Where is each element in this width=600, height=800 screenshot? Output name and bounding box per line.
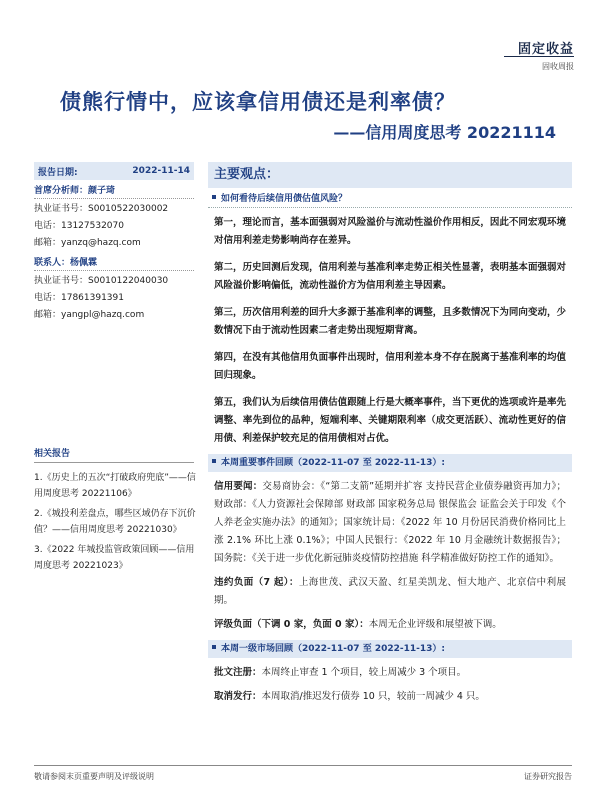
contact-name: 联系人：杨佩霖	[34, 256, 194, 271]
related-report-link[interactable]: 1.《历史上的五次“打破政府兜底”——信用周度思考 20221106》	[34, 473, 196, 499]
report-type-label: 固收周报	[542, 62, 574, 71]
contact-phone: 电话：17861391391	[34, 293, 124, 303]
footer-divider	[34, 765, 572, 766]
footer-label: 证券研究报告	[524, 772, 572, 781]
related-report-link[interactable]: 2.《城投利差盘点，哪些区域仍存下沉价值？——信用周度思考 20221030》	[34, 509, 196, 535]
analyst-phone: 电话：13127532070	[34, 221, 124, 231]
analyst-cert: 执业证书号：S0010522030002	[34, 204, 169, 214]
section-title: 本周重要事件回顾（2022-11-07 至 2022-11-13）:	[221, 458, 446, 468]
related-reports-list	[34, 470, 196, 578]
event-paragraph: 违约负面（7 起）：上海世茂、武汉天盈、红星美凯龙、恒大地产、北京信中利展期。	[214, 577, 566, 606]
section-title: 本周一级市场回顾（2022-11-07 至 2022-11-13）:	[221, 644, 446, 654]
point-paragraph: 第四，在没有其他信用负面事件出现时，信用利差本身不存在脱离于基准利率的均值回归现象。	[214, 352, 566, 381]
bullet-icon	[212, 459, 216, 463]
header-category	[518, 38, 574, 57]
related-reports-title: 相关报告	[34, 449, 71, 459]
main-content	[208, 162, 572, 706]
analyst-name: 首席分析师：颜子琦	[34, 184, 194, 199]
event-paragraph: 信用要闻：交易商协会：《“第二支箭”延期并扩容 支持民营企业债券融资再加力》；财政部：《人力资源社会保障部 财政部 国家税务总局 银保监会 证监会关于印发《个人养老金实施办法》的通知》；国家统计局：《2022 年 10 月份居民消费价格同比上涨 2.1% 环比上涨 0.1%》；中国人民银行：《2022 年 10 月金融统计数据报告》；国务院：《关于进一步优化新冠肺炎疫情防控措施 科学精准做好防控工作的通知》。	[214, 481, 566, 564]
section-title: 如何看待后续信用债估值风险？	[221, 194, 348, 204]
point-paragraph: 第三，历次信用利差的回升大多源于基准利率的调整，且多数情况下为同向变动，少数情况下由于流动性因素二者走势出现短期背离。	[214, 307, 566, 336]
footer-disclaimer: 敬请参阅末页重要声明及评级说明	[34, 772, 154, 781]
related-report-link[interactable]: 3.《2022 年城投监管政策回顾——信用周度思考 20221023》	[34, 545, 195, 571]
page-subtitle: ——信用周度思考 20221114	[333, 123, 556, 142]
event-paragraph: 评级负面（下调 0 家，负面 0 家）：本周无企业评级和展望被下调。	[214, 619, 502, 630]
report-date: 2022-11-14	[132, 166, 190, 176]
main-heading: 主要观点：	[208, 162, 572, 188]
point-paragraph: 第五，我们认为后续信用债估值跟随上行是大概率事件，当下更优的选项或许是率先调整、率先到位的品种，短端利率、关键期限利率（成交更活跃）、流动性更好的信用债、利差保护较充足的信用债相对占优。	[214, 397, 566, 444]
section-primary-market	[208, 640, 572, 658]
bullet-icon	[212, 195, 216, 199]
point-paragraph: 第二，历史回测后发现，信用利差与基准利率走势正相关性显著，表明基本面强弱对风险溢价影响偏低，流动性溢价方为信用利差主导因素。	[214, 262, 566, 291]
analyst-sidebar	[34, 162, 194, 324]
header-divider	[504, 56, 574, 57]
point-paragraph: 第一，理论而言，基本面强弱对风险溢价与流动性溢价作用相反，因此不同宏观环境对信用利差走势影响尚存在差异。	[214, 217, 566, 246]
market-paragraph: 批文注册：本周终止审查 1 个项目，较上周减少 3 个项目。	[214, 667, 467, 678]
analyst-email: 邮箱：yanzq@hazq.com	[34, 238, 141, 248]
contact-email: 邮箱：yangpl@hazq.com	[34, 310, 145, 320]
contact-cert: 执业证书号：S0010122040030	[34, 276, 169, 286]
bullet-icon	[212, 645, 216, 649]
section-weekly-events	[208, 454, 572, 472]
category-label: 固定收益	[517, 42, 574, 57]
section-valuation-risk	[208, 190, 572, 208]
page-title: 债熊行情中，应该拿信用债还是利率债？	[60, 89, 456, 114]
related-divider	[34, 462, 194, 463]
report-date-bar	[34, 162, 194, 180]
market-paragraph: 取消发行：本周取消/推迟发行债券 10 只，较前一周减少 4 只。	[214, 691, 485, 702]
report-date-label: 报告日期:	[38, 167, 78, 178]
